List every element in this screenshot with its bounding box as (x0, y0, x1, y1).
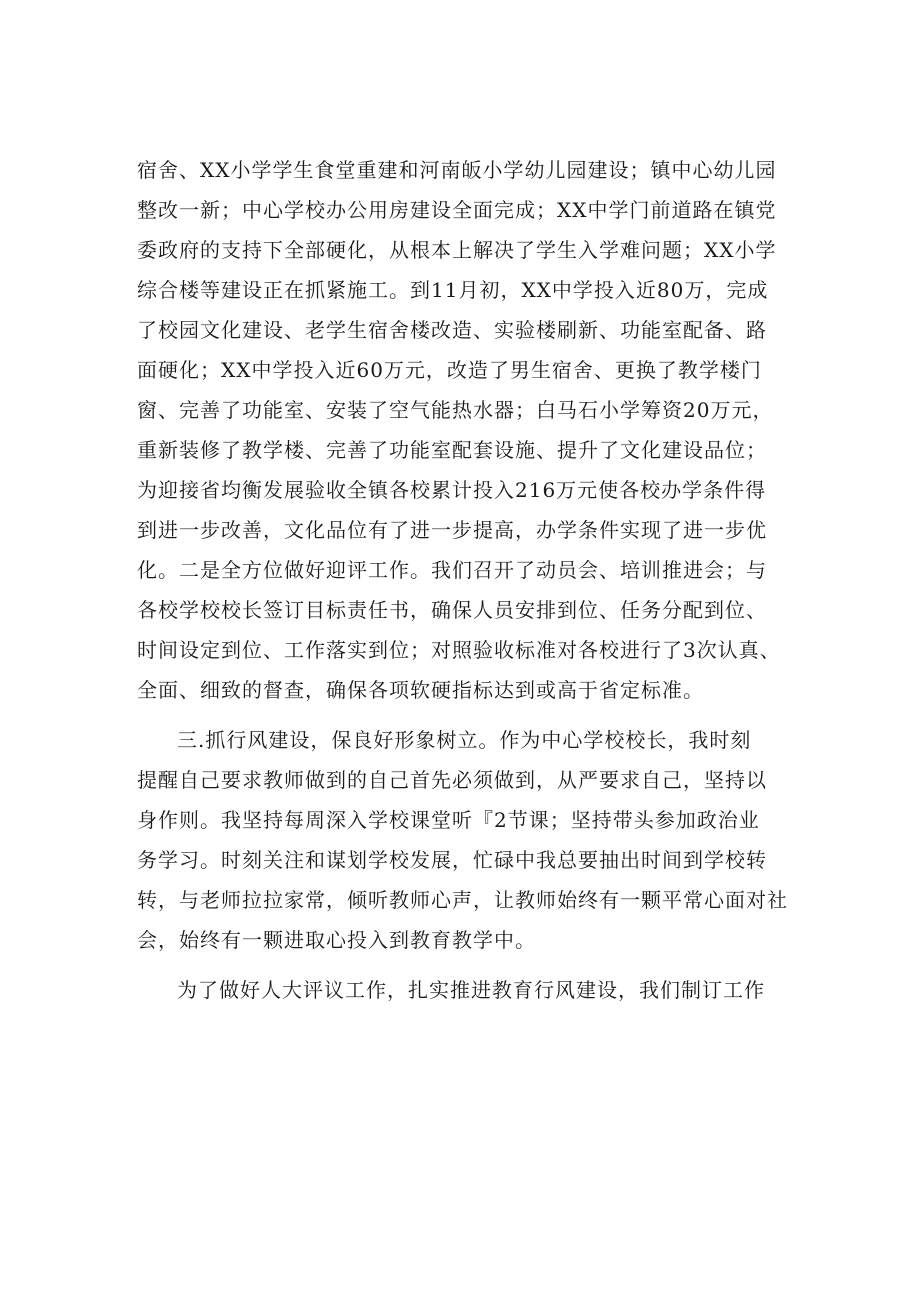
text-line: 重新装修了教学楼、完善了功能室配套设施、提升了文化建设品位； (137, 438, 767, 462)
text-line: 身作则。我坚持每周深入学校课堂听『2节课；坚持带头参加政治业 (137, 808, 760, 832)
text-line: 委政府的支持下全部硬化，从根本上解决了学生入学难问题；XX小学 (137, 238, 777, 262)
text-line: 窗、完善了功能室、安装了空气能热水器；白马石小学筹资20万元， (137, 398, 774, 422)
text-line: 化。二是全方位做好迎评工作。我们召开了动员会、培训推进会；与 (137, 558, 767, 582)
text-line: 转，与老师拉拉家常，倾听教师心声，让教师始终有一颗平常心面对社 (137, 888, 788, 912)
text-line: 整改一新；中心学校办公用房建设全面完成；XX中学门前道路在镇党 (137, 198, 777, 222)
text-line: 务学习。时刻关注和谋划学校发展，忙碌中我总要抽出时间到学校转 (137, 848, 767, 872)
text-line: 面硬化；XX中学投入近60万元，改造了男生宿舍、更换了教学楼门 (137, 358, 762, 382)
text-line: 时间设定到位、工作落实到位；对照验收标准对各校进行了3次认真、 (137, 638, 781, 662)
text-line: 全面、细致的督查，确保各项软硬指标达到或高于省定标准。 (137, 678, 704, 702)
text-line: 了校园文化建设、老学生宿舍楼改造、实验楼刷新、功能室配备、路 (137, 318, 767, 342)
paragraph-start-line: 为了做好人大评议工作，扎实推进教育行风建设，我们制订工作 (177, 978, 765, 1002)
text-line: 综合楼等建设正在抓紧施工。到11月初，XX中学投入近80万，完成 (137, 278, 769, 302)
text-line: 会，始终有一颗进取心投入到教育教学中。 (137, 928, 536, 952)
paragraph-start-line: 三.抓行风建设，保良好形象树立。作为中心学校校长，我时刻 (177, 728, 752, 752)
text-line: 提醒自己要求教师做到的自己首先必须做到，从严要求自己，坚持以 (137, 768, 767, 792)
text-line: 为迎接省均衡发展验收全镇各校累计投入216万元使各校办学条件得 (137, 478, 767, 502)
text-line: 各校学校校长签订目标责任书，确保人员安排到位、任务分配到位、 (137, 598, 767, 622)
text-line: 到进一步改善，文化品位有了进一步提高，办学条件实现了进一步优 (137, 518, 767, 542)
text-line: 宿舍、XX小学学生食堂重建和河南皈小学幼儿园建设；镇中心幼儿园 (137, 158, 777, 182)
